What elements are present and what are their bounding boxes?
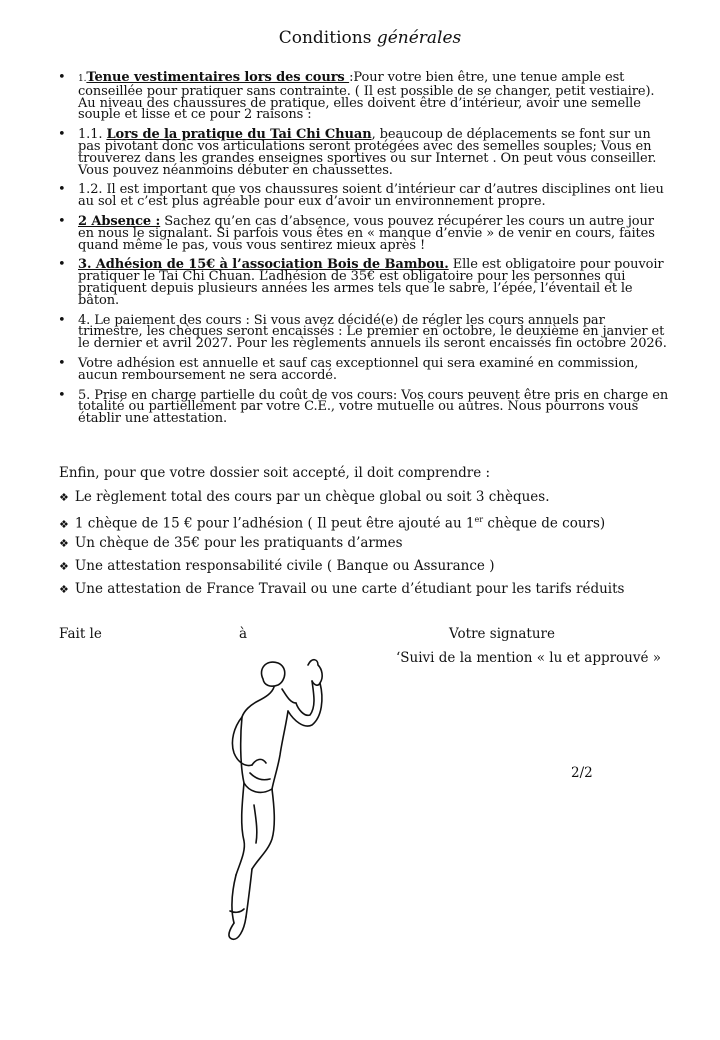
tai-chi-figure-icon	[200, 655, 350, 945]
list-item: • 1.2. Il est important que vos chaussures soient d’intérieur car d’autres disciplines ont lieu au sol et c’est plus agréable pour eux d’avoir un environnement propre.	[58, 184, 670, 208]
requirements-intro: Enfin, pour que votre dossier soit accepté, il doit comprendre :	[59, 465, 491, 481]
page-number: 2/2	[571, 765, 593, 781]
list-item: ❖ Un chèque de 35€ pour les pratiquants d’armes	[59, 534, 624, 557]
requirements-list	[59, 488, 624, 603]
list-item: ❖ Une attestation de France Travail ou une carte d’étudiant pour les tarifs réduits	[59, 580, 624, 603]
conditions-list	[58, 72, 670, 433]
list-item: • 4. Le paiement des cours : Si vous avez décidé(e) de régler les cours annuels par trimestre, les chèques seront encaissés : Le premier en octobre, le deuxième en janvier et le dernier et avril 2027. Pour les règlements annuels ils seront encaissés fin octobre 2026.	[58, 315, 670, 350]
signature-label: Votre signature	[449, 626, 555, 642]
place-label: à	[239, 626, 248, 642]
list-item: • 5. Prise en charge partielle du coût de vos cours: Vos cours peuvent être pris en charge en totalité ou partiellement par votre C.E., votre mutuelle ou autres. Nous pourrons vous établir une attestation.	[58, 390, 670, 425]
list-item: • 1.1. Lors de la pratique du Tai Chi Chuan, beaucoup de déplacements se font sur un pas pivotant donc vos articulations seront protégées avec des semelles souples; Vous en trouverez dans les grandes enseignes sportives ou sur Internet . On peut vous conseiller. Vous pouvez néanmoins débuter en chaussettes.	[58, 129, 670, 176]
page-title: Conditions générales	[278, 28, 462, 48]
list-item: ❖ Le règlement total des cours par un chèque global ou soit 3 chèques.	[59, 488, 624, 511]
list-item: • 1.Tenue vestimentaires lors des cours :Pour votre bien être, une tenue ample est conseillée pour pratiquer sans contrainte. ( Il est possible de se changer, petit vestiaire). Au niveau des chaussures de pratique, elles doivent être d’intérieur, avoir une semelle souple et lisse et ce pour 2 raisons :	[58, 72, 670, 121]
list-item: ❖ Une attestation responsabilité civile ( Banque ou Assurance )	[59, 557, 624, 580]
signature-mention: ‘Suivi de la mention « lu et approuvé »	[396, 650, 662, 666]
list-item: ❖ 1 chèque de 15 € pour l’adhésion ( Il peut être ajouté au 1er chèque de cours)	[59, 511, 624, 534]
list-item: • 2 Absence : Sachez qu’en cas d’absence, vous pouvez récupérer les cours un autre jour en nous le signalant. Si parfois vous êtes en « manque d’envie » de venir en cours, faites quand même le pas, vous vous sentirez mieux après !	[58, 216, 670, 251]
list-item: • Votre adhésion est annuelle et sauf cas exceptionnel qui sera examiné en commission, aucun remboursement ne sera accordé.	[58, 358, 670, 382]
list-item: • 3. Adhésion de 15€ à l’association Bois de Bambou. Elle est obligatoire pour pouvoir pratiquer le Tai Chi Chuan. L’adhésion de 35€ est obligatoire pour les personnes qui pratiquent depuis plusieurs années les armes tels que le sabre, l’épée, l’éventail et le bâton.	[58, 259, 670, 306]
date-label: Fait le	[59, 626, 102, 642]
